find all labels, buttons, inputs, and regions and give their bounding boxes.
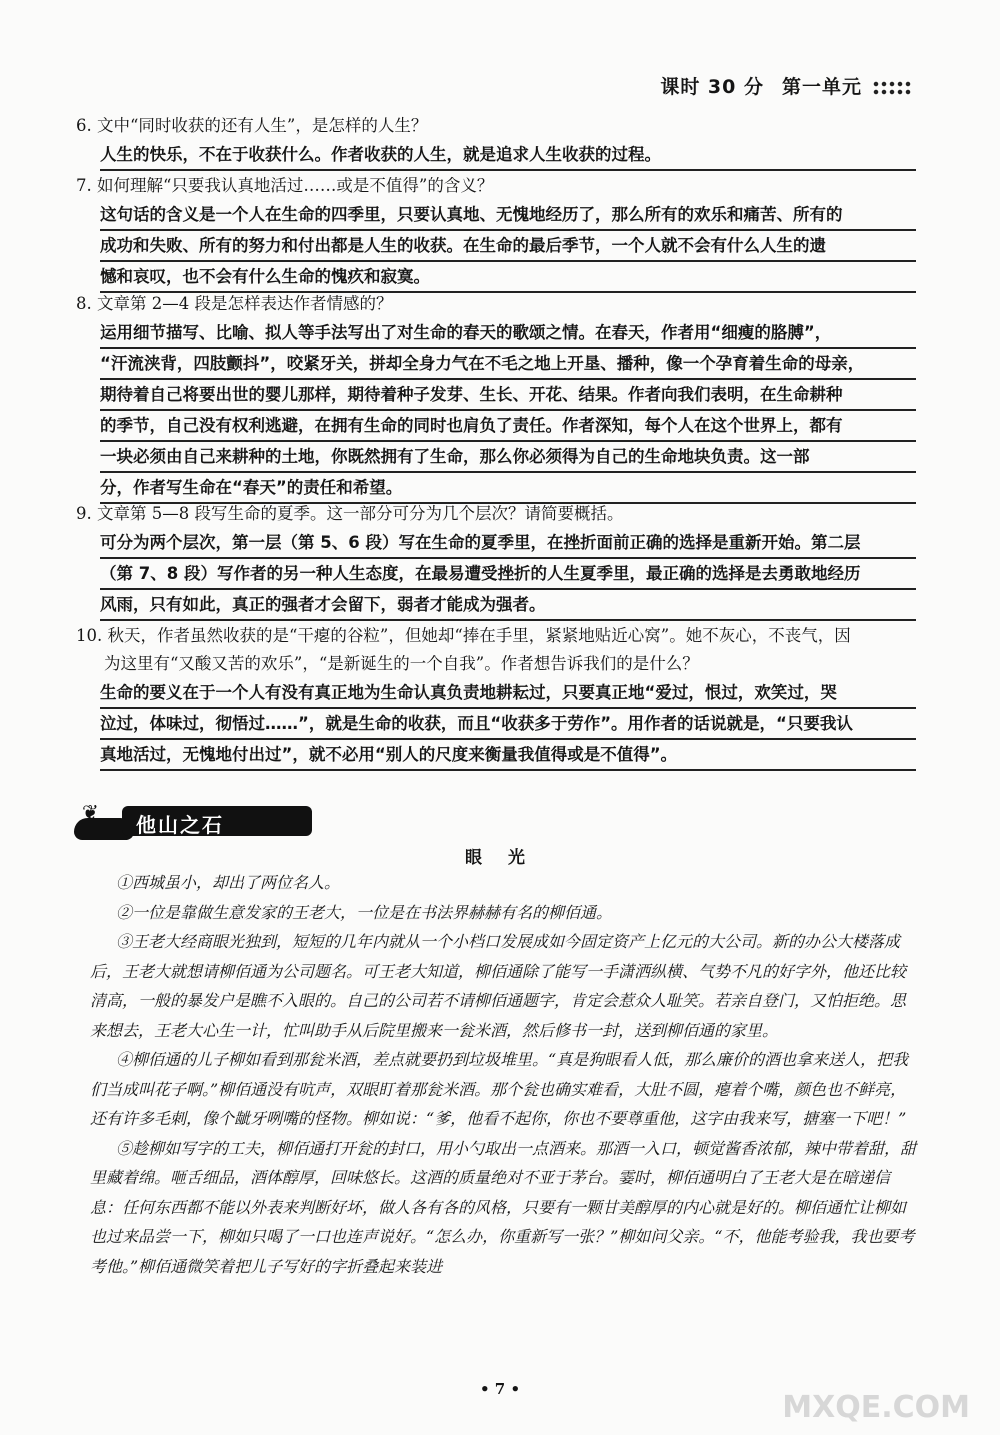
paragraph: ①西城虽小，却出了两位名人。 bbox=[116, 873, 341, 892]
question-text: 8. 文章第 2—4 段是怎样表达作者情感的？ bbox=[76, 294, 393, 313]
watermark: MXQE.COM bbox=[782, 1390, 970, 1425]
answer-line: 这句话的含义是一个人在生命的四季里，只要认真地、无愧地经历了，那么所有的欢乐和痛苦、所有的 bbox=[100, 200, 916, 231]
answer-line: 憾和哀叹，也不会有什么生命的愧疚和寂寞。 bbox=[100, 262, 916, 293]
answer-line: 风雨，只有如此，真正的强者才会留下，弱者才能成为强者。 bbox=[100, 590, 916, 621]
answer-line: 生命的要义在于一个人有没有真正地为生命认真负责地耕耘过，只要真正地“爱过，恨过，欢笑过，哭 bbox=[100, 678, 916, 709]
passage-title: 眼 光 bbox=[465, 848, 535, 868]
answer-line: 成功和失败、所有的努力和付出都是人生的收获。在生命的最后季节，一个人就不会有什么人生的遗 bbox=[100, 231, 916, 262]
page-header bbox=[660, 72, 912, 99]
leaf-icon: ❦ bbox=[82, 800, 99, 824]
paragraph: ②一位是靠做生意发家的王老大，一位是在书法界赫赫有名的柳佰通。 bbox=[116, 902, 613, 922]
lesson-label: 课时 30 分 bbox=[660, 76, 764, 98]
paragraph: ③王老大经商眼光独到，短短的几年内就从一个小档口发展成如今固定资产上亿元的大公司。新的办公大楼落成后，王老大就想请柳佰通为公司题名。可王老大知道，柳佰通除了能写一手潇洒纵横、气势不凡的好字外，他还比较清高，一般的暴发户是瞧不入眼的。自己的公司若不请柳佰通题字，肯定会惹众人耻笑。若亲自登门，又怕拒绝。思来想去，王老大心生一计，忙叫助手从后院里搬来一瓮米酒，然后修书一封，送到柳佰通的家里。 bbox=[90, 932, 907, 1040]
question-6 bbox=[76, 112, 916, 171]
question-text: 6. 文中“同时收获的还有人生”，是怎样的人生？ bbox=[76, 116, 428, 135]
answer-line: 一块必须由自己来耕种的土地，你既然拥有了生命，那么你必须得为自己的生命地块负责。这一部 bbox=[100, 442, 916, 473]
question-8 bbox=[76, 290, 916, 504]
answer-line: 运用细节描写、比喻、拟人等手法写出了对生命的春天的歌颂之情。在春天，作者用“细瘦的胳膊”， bbox=[100, 318, 916, 349]
answer-line: 期待着自己将要出世的婴儿那样，期待着种子发芽、生长、开花、结果。作者向我们表明，在生命耕种 bbox=[100, 380, 916, 411]
question-7 bbox=[76, 172, 916, 293]
answer-line: 泣过，体味过，彻悟过……”，就是生命的收获，而且“收获多于劳作”。用作者的话说就是，“只要我认 bbox=[100, 709, 916, 740]
answer-line: “汗流浃背，四肢颤抖”，咬紧牙关，拼却全身力气在不毛之地上开垦、播种，像一个孕育着生命的母亲， bbox=[100, 349, 916, 380]
question-line: 10. 秋天，作者虽然收获的是“干瘪的谷粒”，但她却“捧在手里，紧紧地贴近心窝”。她不灰心，不丧气，因 bbox=[76, 626, 851, 645]
question-text: 7. 如何理解“只要我认真地活过……或是不值得”的含义？ bbox=[76, 176, 494, 195]
question-9 bbox=[76, 500, 916, 621]
answer-line: （第 7、8 段）写作者的另一种人生态度，在最易遭受挫折的人生夏季里，最正确的选择是去勇敢地经历 bbox=[100, 559, 916, 590]
answer-line: 人生的快乐，不在于收获什么。作者收获的人生，就是追求人生收获的过程。 bbox=[100, 140, 916, 171]
section-badge bbox=[74, 800, 240, 842]
question-text bbox=[76, 622, 916, 678]
paragraph: ⑤趁柳如写字的工夫，柳佰通打开瓮的封口，用小勺取出一点酒来。那酒一入口，顿觉酱香浓郁，辣中带着甜，甜里藏着绵。咂舌细品，酒体醇厚，回味悠长。这酒的质量绝对不亚于茅台。霎时，柳佰通明白了王老大是在暗递信息：任何东西都不能以外表来判断好坏，做人各有各的风格，只要有一颗甘美醇厚的内心就是好的。柳佰通忙让柳如也过来品尝一下，柳如只喝了一口也连声说好。“怎么办，你重新写一张？”柳如问父亲。“不，他能考验我，我也要考考他。”柳佰通微笑着把儿子写好的字折叠起来装进 bbox=[90, 1138, 917, 1276]
answer-line: 的季节，自己没有权利逃避，在拥有生命的同时也肩负了责任。作者深知，每个人在这个世界上，都有 bbox=[100, 411, 916, 442]
page-number: • 7 • bbox=[479, 1380, 521, 1398]
question-line: 为这里有“又酸又苦的欢乐”，“是新诞生的一个自我”。作者想告诉我们的是什么？ bbox=[104, 654, 699, 673]
answer-text bbox=[100, 140, 916, 171]
answer-line: 真地活过，无愧地付出过”，就不必用“别人的尺度来衡量我值得或是不值得”。 bbox=[100, 740, 916, 771]
section-label: 他山之石 bbox=[136, 813, 224, 837]
reading-passage bbox=[90, 868, 916, 1281]
question-10 bbox=[76, 622, 916, 771]
question-text: 9. 文章第 5—8 段写生命的夏季。这一部分可分为几个层次？请简要概括。 bbox=[76, 504, 624, 523]
answer-text bbox=[100, 200, 916, 293]
answer-text bbox=[100, 318, 916, 504]
answer-text bbox=[100, 678, 916, 771]
answer-line: 可分为两个层次，第一层（第 5、6 段）写在生命的夏季里，在挫折面前正确的选择是重新开始。第二层 bbox=[100, 528, 916, 559]
unit-label: 第一单元 bbox=[781, 76, 862, 98]
decorative-dots-icon bbox=[872, 80, 912, 96]
paragraph: ④柳佰通的儿子柳如看到那瓮米酒，差点就要扔到垃圾堆里。“真是狗眼看人低，那么廉价的酒也拿来送人，把我们当成叫花子啊。”柳佰通没有吭声，双眼盯着那瓮米酒。那个瓮也确实难看，大肚不圆，瘪着个嘴，颜色也不鲜亮，还有许多毛刺，像个龇牙咧嘴的怪物。柳如说：“爹，他看不起你，你也不要尊重他，这字由我来写，搪塞一下吧！” bbox=[90, 1050, 909, 1128]
answer-text bbox=[100, 528, 916, 621]
answer-line: 分，作者写生命在“春天”的责任和希望。 bbox=[100, 473, 916, 504]
